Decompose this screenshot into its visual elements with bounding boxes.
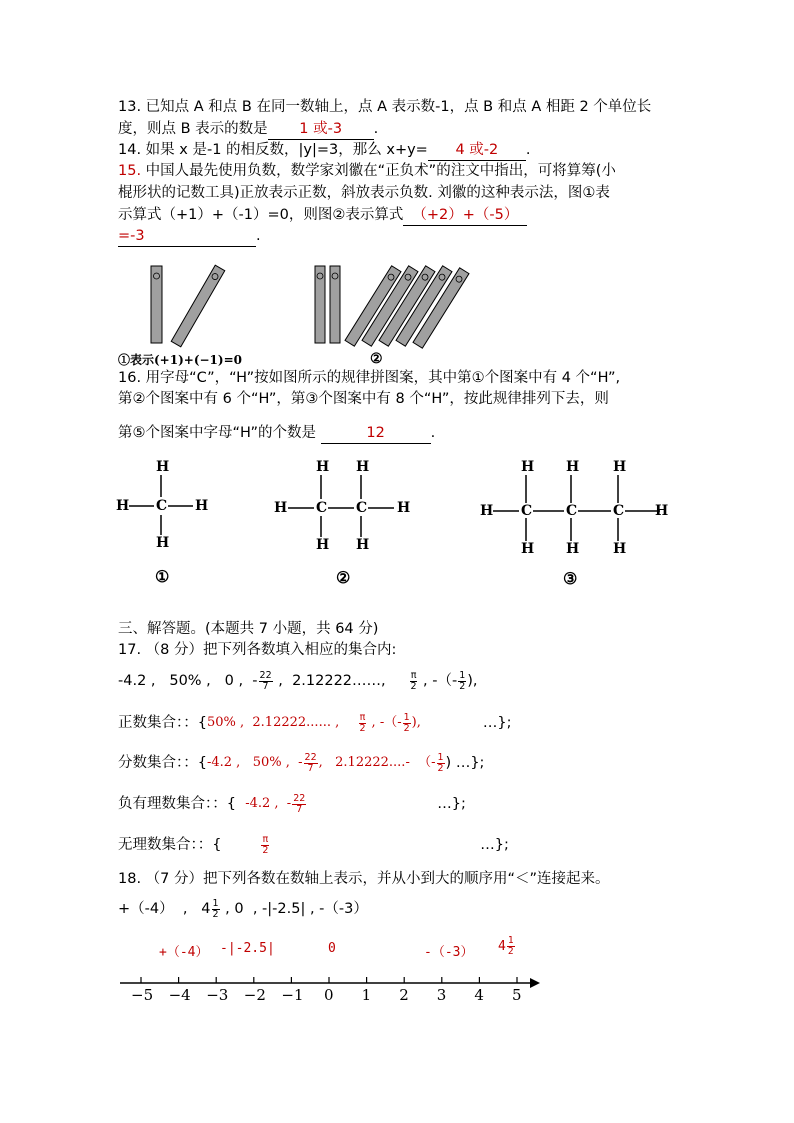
answer-neg-abs-2-5: -|-2.5| [220, 941, 275, 956]
q15-answer-part1: （+2）+（-5） [403, 205, 527, 226]
atom-c: C [316, 500, 328, 516]
q13-line1: 13. 已知点 A 和点 B 在同一数轴上，点 A 表示数-1，点 B 和点 A 相距 2 个单位长 [118, 99, 652, 115]
fraction: $\frac{\pi}{2}$ [262, 833, 269, 856]
q16-end: . [430, 425, 436, 441]
q13-line2 [118, 119, 378, 140]
atom-h: H [316, 537, 330, 553]
rod-slanted [171, 265, 225, 347]
tick-label: 4 [474, 986, 484, 1004]
fraction: $\frac{\pi}{2}$ [359, 711, 366, 734]
fraction-set-label: 分数集合：：{ [118, 755, 207, 771]
q16-line1: 16. 用字母“C”，“H”按如图所示的规律拼图案，其中第①个图案中有 4 个“H”, [118, 370, 621, 386]
tick-label: 3 [436, 986, 447, 1004]
irrational-set-tail: …}; [480, 837, 509, 853]
negative-set-tail: …}; [437, 796, 466, 812]
q16-line2: 第②个图案中有 6 个“H”，第③个图案中有 8 个“H”，按此规律排列下去，则 [118, 391, 609, 407]
q18-prompt: 18. （7 分）把下列各数在数轴上表示，并从小到大的顺序用“＜”连接起来。 [118, 871, 610, 887]
pattern-label-2: ② [336, 568, 351, 587]
atom-h: H [316, 459, 330, 475]
tick-label: 5 [512, 986, 522, 1004]
q18-numbers-pre: +（-4） , 4 [118, 901, 211, 917]
tick-label: 0 [324, 986, 334, 1004]
atom-h: H [521, 541, 535, 557]
atom-c: C [566, 503, 578, 519]
tick-label: −2 [243, 986, 266, 1004]
num-item: -（- [432, 673, 458, 689]
atom-c: C [356, 500, 368, 516]
section-title: 三、解答题。(本题共 7 小题，共 64 分) [118, 621, 379, 637]
fig1-caption: ①表示(+1)+(−1)=0 [118, 353, 242, 367]
atom-h: H [116, 498, 130, 514]
tick-label: −3 [206, 986, 229, 1004]
q17-prompt: 17. （8 分）把下列各数填入相应的集合内: [118, 642, 397, 658]
tick-label: 2 [399, 986, 409, 1004]
q14-end: . [525, 142, 531, 158]
positive-set-values: 50% , 2.12222...... , [206, 715, 340, 730]
atom-h: H [521, 459, 535, 475]
negative-set [118, 790, 466, 818]
atom-h: H [356, 537, 370, 553]
q17-numbers: -4.2 , 50% , 0 , - $\frac{22}{7}$ , 2.12222……, $\frac{\pi}{2}$ , -（- $\frac{1}{2}$ ), [118, 669, 478, 692]
tick-label: −5 [131, 986, 154, 1004]
num-item: ), [467, 673, 478, 689]
q15-answer-part2: =-3 [118, 226, 256, 247]
atom-h: H [613, 459, 627, 475]
fraction: $\frac{22}{7}$ [304, 751, 317, 774]
answer-4-half: 4 $\frac{1}{2}$ [498, 935, 514, 957]
q15-line4 [118, 226, 261, 247]
num-item: 50% [169, 673, 202, 689]
positive-set-values: ), [411, 715, 421, 730]
atom-h: H [356, 459, 370, 475]
atom-h: H [195, 498, 209, 514]
q16-line3 [118, 423, 435, 444]
fraction-set-values: -4.2 , 50% , - [206, 755, 303, 770]
rod-upright [151, 266, 162, 343]
q14-line [118, 140, 530, 161]
positive-set-tail: …}; [482, 715, 512, 731]
num-item: -4.2 [118, 673, 147, 689]
atom-h: H [655, 503, 669, 519]
fraction: $\frac{1}{2}$ [459, 669, 466, 692]
fig2-caption: ② [370, 351, 383, 367]
irrational-set-label: 无理数集合：：{ [118, 837, 222, 853]
irrational-set [118, 831, 509, 859]
atom-h: H [274, 500, 288, 516]
answer-plus-neg4: +（-4） [159, 945, 209, 960]
q14-answer: 4 或-2 [428, 140, 526, 161]
atom-h: H [566, 459, 580, 475]
positive-set-values: -（- [379, 715, 402, 730]
atom-h: H [613, 541, 627, 557]
number-line-ticks [141, 977, 517, 983]
atom-h: H [566, 541, 580, 557]
answer-neg-neg3: -（-3） [424, 945, 474, 960]
fraction: $\frac{1}{2}$ [403, 711, 410, 734]
q16-answer: 12 [321, 423, 431, 444]
fraction-set-values: , 2.12222....- （- [318, 755, 436, 770]
num-item: 2.12222……, [292, 673, 386, 689]
negative-set-values: -4.2 , - [245, 796, 292, 811]
q15-text1: 中国人最先使用负数，数学家刘徽在“正负术”的注文中指出，可将算筹(小 [141, 163, 616, 179]
q15-text3: 示算式（+1）+（-1）=0，则图②表示算式 [118, 207, 404, 223]
atom-h: H [480, 503, 494, 519]
q15-line1 [118, 161, 616, 181]
fraction: $\frac{22}{7}$ [293, 792, 306, 815]
q14-text: 14. 如果 x 是-1 的相反数，|y|=3，那么 x+y= [118, 142, 428, 158]
pattern-label-3: ③ [563, 569, 578, 588]
counting-rods-figure [140, 258, 500, 358]
q16-text3: 第⑤个图案中字母“H”的个数是 [118, 425, 316, 441]
atom-h: H [397, 500, 411, 516]
fraction: $\frac{1}{2}$ [437, 751, 444, 774]
tick-label: −4 [168, 986, 191, 1004]
fraction: $\frac{\pi}{2}$ [410, 669, 417, 692]
q15-end: . [256, 228, 261, 244]
atom-c: C [613, 503, 625, 519]
rod-upright [315, 266, 325, 343]
num-item: 0 [224, 673, 234, 689]
tick-label: −1 [281, 986, 304, 1004]
q13-answer: 1 或-3 [268, 119, 374, 140]
atom-h: H [156, 535, 170, 551]
negative-set-label: 负有理数集合：：{ [118, 796, 236, 812]
q15-line2: 棍形状的记数工具)正放表示正数，斜放表示负数. 刘徽的这种表示法，图①表 [118, 185, 610, 201]
q18-numbers [118, 895, 368, 923]
num-item: - [252, 673, 258, 689]
fraction-set-tail: ) …}; [445, 755, 485, 771]
q13-text: 度，则点 B 表示的数是 [118, 121, 268, 137]
fraction: $\frac{22}{7}$ [259, 669, 272, 692]
q15-line3 [118, 205, 527, 226]
atom-h: H [156, 459, 170, 475]
tick-label: 1 [361, 986, 372, 1004]
positive-set-label: 正数集合：：{ [118, 715, 207, 731]
positive-set [118, 709, 512, 737]
mixed-fraction: $\frac{1}{2}$ [212, 897, 219, 920]
q18-numbers-post: , 0 , -|-2.5| , -（-3） [220, 901, 368, 917]
answer-zero: 0 [328, 941, 336, 956]
q15-number: 15. [118, 163, 142, 179]
rod-upright [330, 266, 340, 343]
atom-c: C [521, 503, 533, 519]
q13-end: . [373, 121, 379, 137]
positive-set-values: , [367, 715, 380, 730]
fraction: $\frac{1}{2}$ [507, 935, 514, 957]
atom-c: C [156, 498, 168, 514]
fraction-set [118, 749, 484, 777]
pattern-label-1: ① [155, 567, 170, 586]
